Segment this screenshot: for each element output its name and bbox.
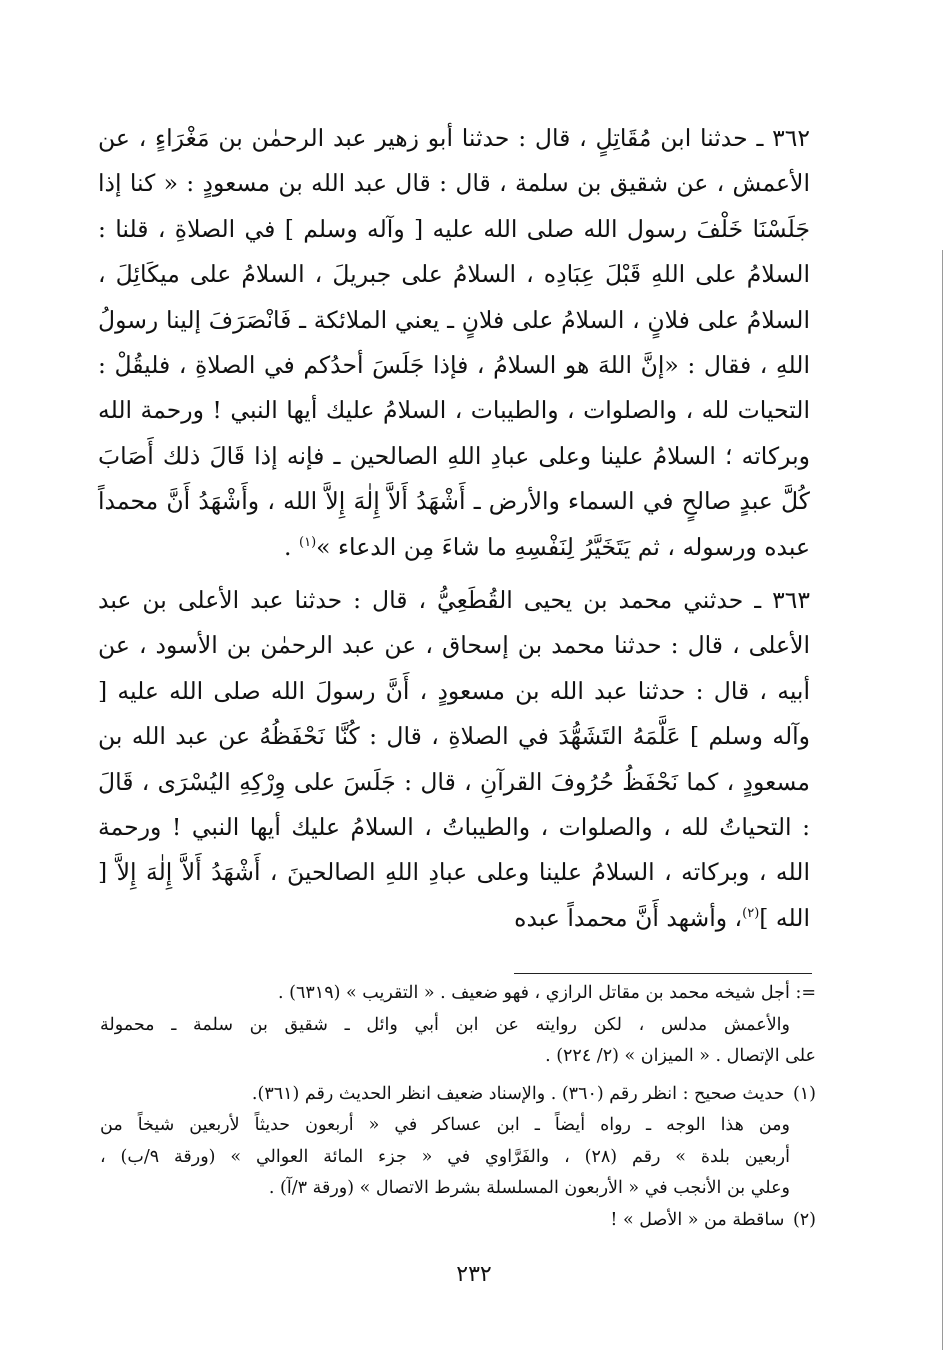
footnote-text: حديث صحيح : انظر رقم (٣٦٠) . والإسناد ضعيف انظر الحديث رقم (٣٦١). — [251, 1083, 785, 1104]
footnote-line: أربعين بلدة » رقم (٢٨) ، والفَرَّاوي في « جزء المائة العوالي » (ورقة ٩/ب) ، — [100, 1146, 790, 1167]
footnote-ref-1[interactable]: (١) — [299, 534, 317, 550]
footnote-line — [100, 1079, 816, 1111]
page-number: ٢٣٢ — [456, 1262, 492, 1287]
hadith-362-text-block — [98, 116, 810, 570]
footnote-line: ومن هذا الوجه ـ رواه أيضاً ـ ابن عساكر في « أربعون حديثاً لأربعين شيخاً من — [100, 1115, 790, 1135]
hadith-362-text: ٣٦٢ ـ حدثنا ابن مُقَاتِلٍ ، قال : حدثنا أبو زهير عبد الرحمٰن بن مَغْرَاءٍ ، عن الأعمش ، عن شقيق بن سلمة ، قال : قال عبد الله بن مسعودٍ : « كنا إذا جَلَسْنَا خَلْفَ رسول الله صلى الله عليه [ وآله وسلم ] في الصلاةِ ، قلنا : السلامُ على اللهِ قَبْلَ عِبَادِه ، السلامُ على جبريلَ ، السلامُ على ميكَائِلَ ، السلامُ على فلانٍ ، السلامُ على فلانٍ ـ يعني الملائكة ـ فَانْصَرَفَ إلينا رسولُ اللهِ ، فقال : «إنَّ اللهَ هو السلامُ ، فإذا جَلَسَ أحدُكم في الصلاةِ ، فليقُلْ : التحيات لله ، والصلوات ، والطيبات ، السلامُ عليك أيها النبي ! ورحمة الله وبركاته ؛ السلامُ علينا وعلى عبادِ اللهِ الصالحين ـ فإنه إذا قَالَ ذلك أَصَابَ كُلَّ عبدٍ صالحٍ في السماء والأرض ـ أَشْهَدُ أَلاَّ إِلٰهَ إِلاَّ الله ، وأَشْهَدُ أَنَّ محمداً عبده ورسوله ، ثم يَتَخَيَّرُ لِنَفْسِهِ ما شاءَ مِن الدعاء » — [98, 124, 810, 561]
footnote-separator — [514, 973, 812, 974]
footnote-1 — [100, 1079, 816, 1205]
footnote-line: وعلي بن الأنجب في « الأربعون المسلسلة بشرط الاتصال » (ورقة ٣/آ) . — [268, 1178, 790, 1198]
footnote-text: ساقطة من « الأصل » ! — [610, 1209, 785, 1230]
page-edge-line — [942, 250, 943, 1350]
hadith-363-paragraph — [98, 578, 810, 941]
footnote-continued-marker: =: — [795, 983, 816, 1003]
footnote-line — [100, 1205, 816, 1237]
hadith-362-end: . — [284, 532, 292, 561]
footnote-continued — [100, 978, 816, 1073]
hadith-363-continuation: ، وأشهد أَنَّ محمداً عبده — [514, 903, 743, 932]
footnote-ref-2[interactable]: (٢) — [742, 906, 760, 922]
footnote-line: على الإتصال . « الميزان » (٢/ ٢٢٤) . — [545, 1046, 816, 1066]
footnote-text: أجل شيخه محمد بن مقاتل الرازي ، فهو ضعيف . « التقريب » (٦٣١٩) . — [278, 983, 790, 1003]
footnote-2-marker: (٢) — [792, 1209, 816, 1230]
footnote-line: والأعمش مدلس ، لكن روايته عن ابن أبي وائل ـ شقيق بن سلمة ـ محمولة — [100, 1014, 790, 1035]
footnote-2 — [100, 1205, 816, 1237]
footnote-line — [100, 978, 816, 1010]
footnotes-section — [100, 978, 816, 1236]
hadith-363-text: ٣٦٣ ـ حدثني محمد بن يحيى القُطَعِيُّ ، قال : حدثنا عبد الأعلى بن عبد الأعلى ، قال : حدثنا محمد بن إسحاق ، عن عبد الرحمٰن بن الأسود ، عن أبيه ، قال : حدثنا عبد الله بن مسعودٍ ، أَنَّ رسولَ الله صلى الله عليه [ وآله وسلم ] عَلَّمَهُ التَشَهُّدَ في الصلاةِ ، قال : كُنَّا نَحْفَظُهُ عن عبد الله بن مسعودٍ ، كما نَحْفَظُ حُرُوفَ القرآنِ ، قال : جَلَسَ على وِرْكِهِ اليُسْرَى ، قَالَ : التحياتُ لله ، والصلوات ، والطيباتُ ، السلامُ عليك أيها النبي ! ورحمة الله ، وبركاته ، السلامُ علينا وعلى عبادِ اللهِ الصالحينَ ، أَشْهَدُ أَلاَّ إِلٰهَ إِلاَّ [ الله ] — [98, 586, 810, 932]
footnote-1-marker: (١) — [792, 1083, 816, 1104]
hadith-362-paragraph — [98, 116, 810, 570]
hadith-363-text-block — [98, 578, 810, 941]
